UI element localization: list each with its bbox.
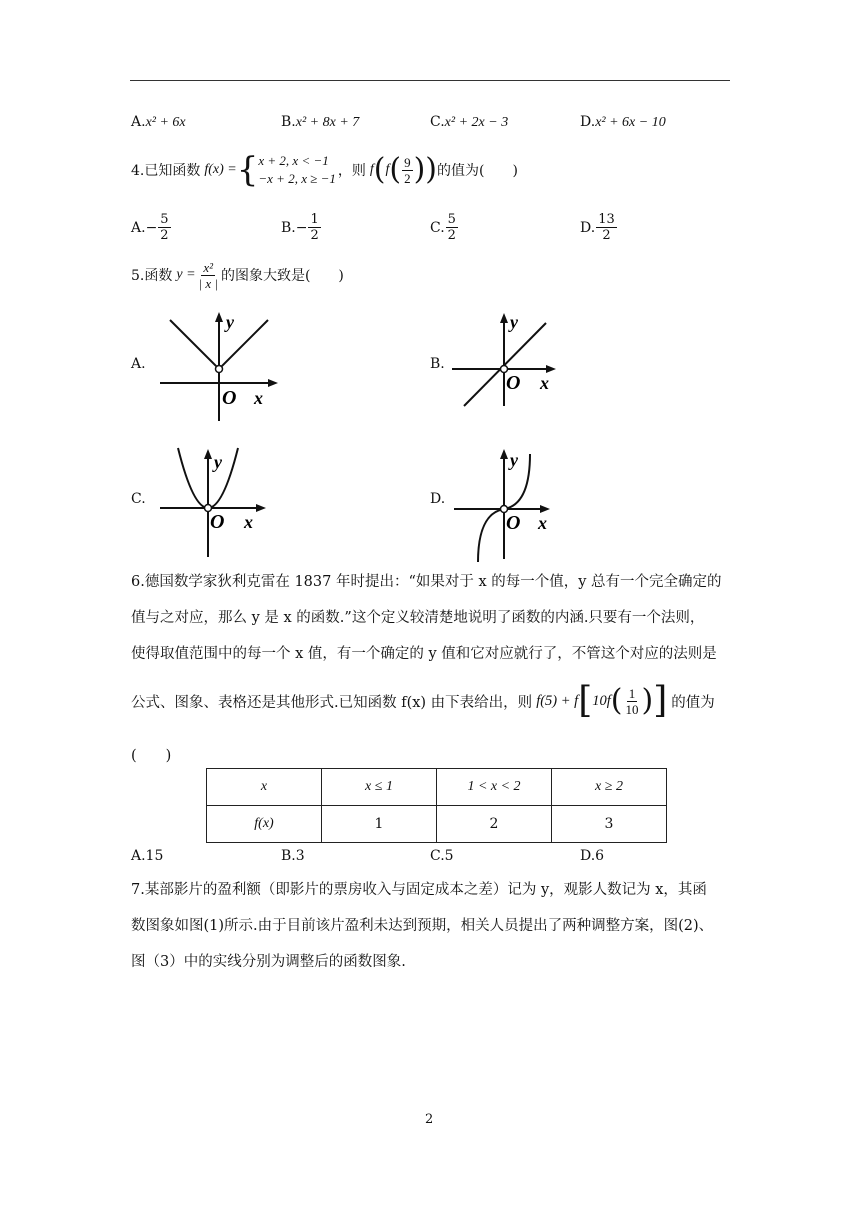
svg-text:x: x: [540, 373, 549, 393]
question-6-blank: ( ): [131, 748, 172, 764]
q5-option-d-label: D.: [430, 491, 446, 507]
q6-option-c: C.5: [430, 848, 454, 864]
svg-text:y: y: [510, 312, 518, 332]
q5-graph-d: [452, 444, 562, 564]
q3-option-b: B.x² + 8x + 7: [281, 114, 360, 130]
svg-text:x: x: [254, 388, 263, 408]
question-7-text: 7.某部影片的盈利额（即影片的票房收入与固定成本之差）记为 y，观影人数记为 x，其函 数图象如图(1)所示.由于目前该片盈利未达到预期，相关人员提出了两种调整方案，图(2)、 图（3）中的实线分别为调整后的函数图象.: [131, 882, 714, 970]
question-6-expression: 公式、图象、表格还是其他形式.已知函数 f(x) 由下表给出，则 f(5) + f [ 10f ( $\frac{1}{10}$ ) ] 的值为: [131, 680, 715, 721]
table-header-cell: x: [207, 769, 322, 806]
svg-text:y: y: [226, 312, 234, 332]
q3-option-c: C.x² + 2x − 3: [430, 114, 509, 130]
q5-option-c-label: C.: [131, 491, 146, 507]
table-row: [207, 806, 667, 843]
table-row: [207, 769, 667, 806]
svg-text:O: O: [222, 387, 237, 409]
svg-text:x: x: [244, 512, 253, 532]
q3-option-d: D.x² + 6x − 10: [580, 114, 666, 130]
page-number: 2: [425, 1112, 434, 1127]
table-header-cell: 1 < x < 2: [437, 769, 552, 806]
table-header-cell: x ≤ 1: [322, 769, 437, 806]
question-6-text: 6.德国数学家狄利克雷在 1837 年时提出：“如果对于 x 的每一个值，y 总有一个完全确定的 值与之对应，那么 y 是 x 的函数.”这个定义较清楚地说明了函数的内涵.只要有一个法则， 使得取值范围中的每一个 x 值，有一个确定的 y 值和它对应就行了，不管这个对应的法则是: [131, 574, 722, 662]
q4-option-c: C. $\frac{5}{2}$: [430, 212, 456, 243]
svg-text:x: x: [538, 513, 547, 533]
svg-text:O: O: [506, 372, 521, 394]
table-cell: f(x): [207, 806, 322, 843]
q6-option-b: B.3: [281, 848, 305, 864]
svg-text:O: O: [210, 511, 225, 533]
q6-option-d: D.6: [580, 848, 605, 864]
q4-option-d: D. $\frac{13}{2}$: [580, 212, 615, 243]
function-table: [206, 768, 667, 843]
q5-graph-a: [160, 306, 280, 426]
table-cell: 3: [552, 806, 667, 843]
q5-option-a-label: A.: [131, 356, 146, 372]
table-header-cell: x ≥ 2: [552, 769, 667, 806]
q6-option-a: A.15: [131, 848, 164, 864]
q5-option-b-label: B.: [430, 356, 445, 372]
q3-option-a: A.x² + 6x: [131, 114, 186, 130]
q4-option-b: B. − $\frac{1}{2}$: [281, 212, 319, 243]
q5-graph-b: [452, 308, 562, 408]
q4-option-a: A. − $\frac{5}{2}$: [131, 212, 169, 243]
svg-text:O: O: [506, 512, 521, 534]
question-5: 5.函数 y = $\frac{\text{x²}}{| x |}$ 的图象大致是( ): [131, 259, 344, 291]
table-cell: 1: [322, 806, 437, 843]
q5-graph-c: [158, 442, 278, 562]
svg-text:y: y: [214, 452, 222, 472]
header-rule: [130, 80, 730, 81]
table-cell: 2: [437, 806, 552, 843]
question-4: 4.已知函数 f(x) = { x + 2, x < −1 −x + 2, x ≥ −1 ，则 f ( f ( $\frac{9}{2}$ )) 的值为( ): [131, 150, 518, 190]
svg-text:y: y: [510, 450, 518, 470]
